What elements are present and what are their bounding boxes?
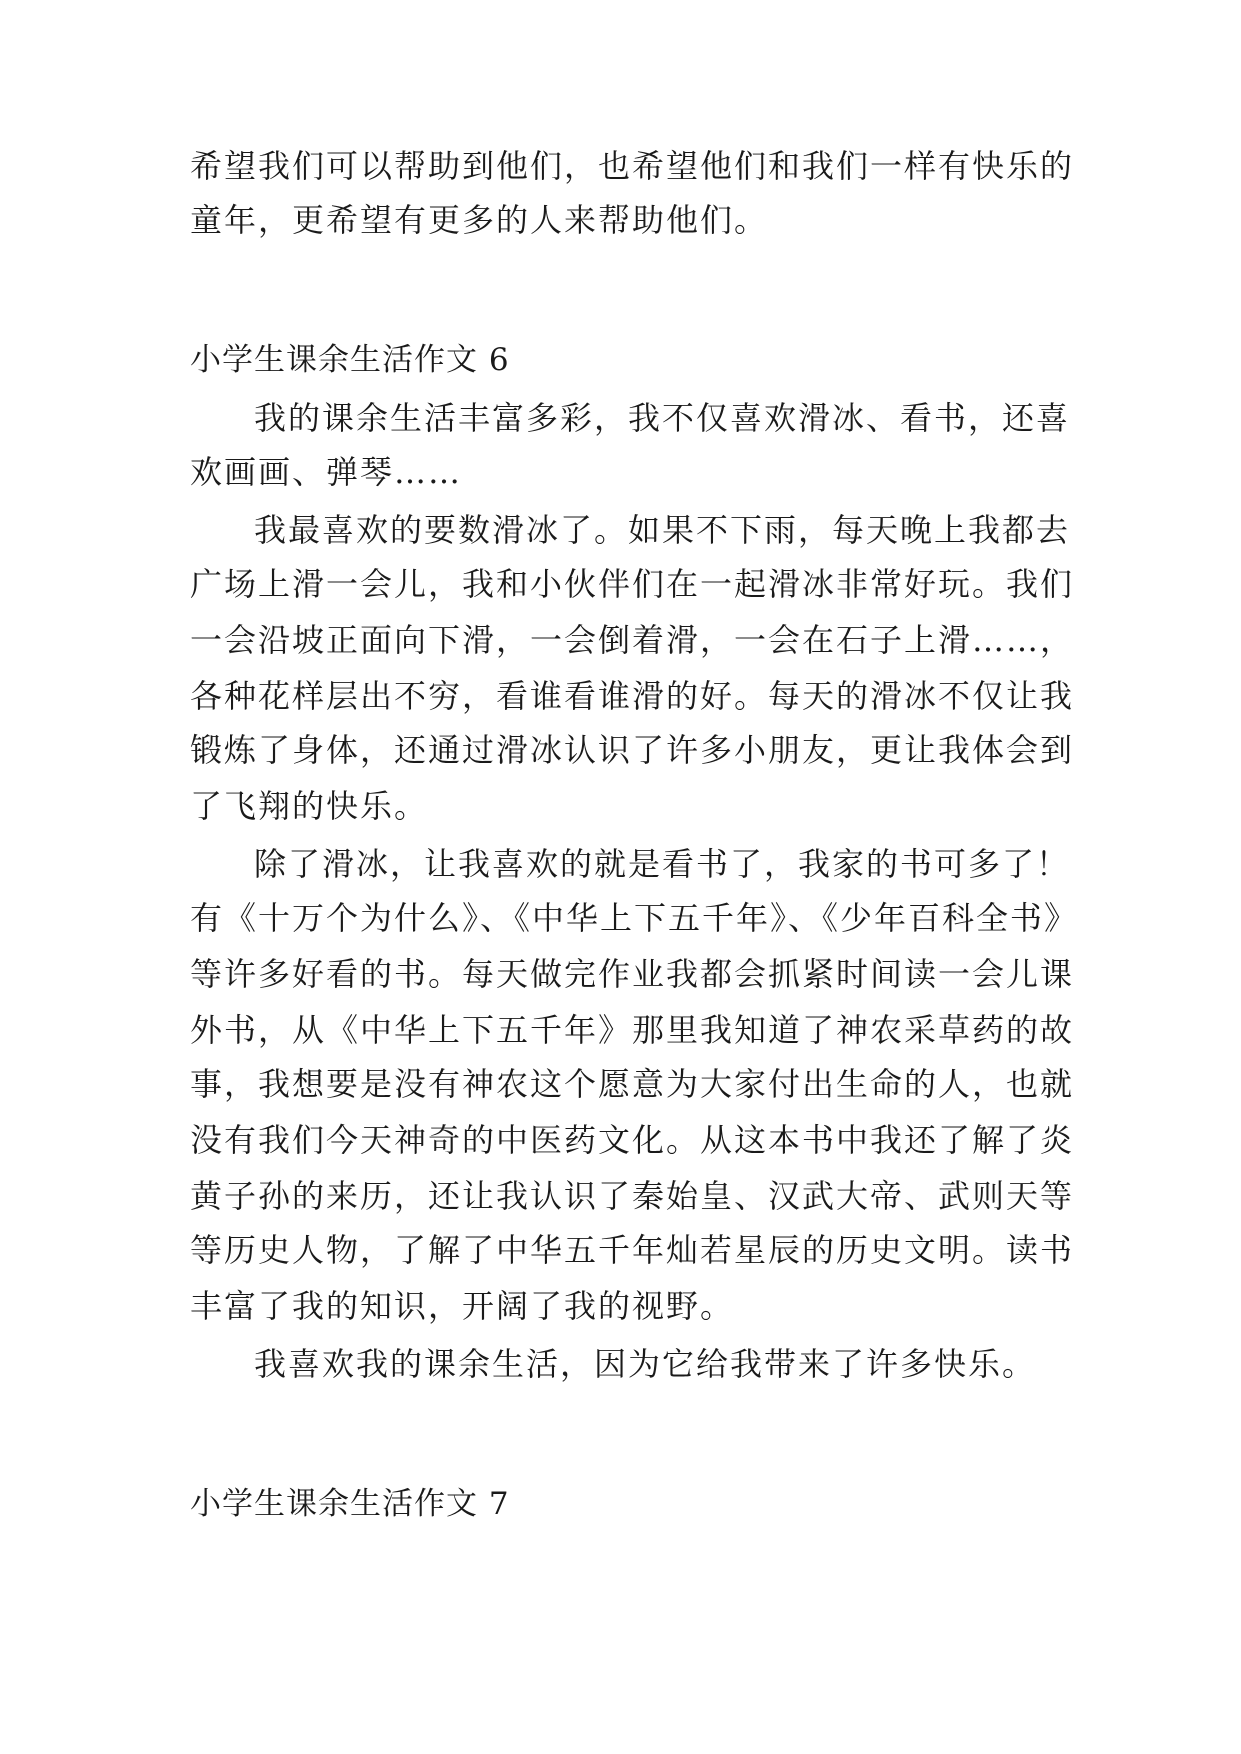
paragraph-start: 我喜欢我的课余生活，因为它给我带来了许多快乐。: [254, 1345, 1037, 1383]
text-line: 欢画画、弹琴……: [190, 453, 463, 491]
paragraph-start: 我的课余生活丰富多彩，我不仅喜欢滑冰、看书，还喜: [254, 399, 1071, 437]
section-heading-7: 小学生课余生活作文 7: [190, 1486, 510, 1522]
text-line: 广场上滑一会儿，我和小伙伴们在一起滑冰非常好玩。我们: [190, 565, 1075, 603]
text-line: 各种花样层出不穷，看谁看谁滑的好。每天的滑冰不仅让我: [190, 677, 1075, 715]
text-line: 希望我们可以帮助到他们，也希望他们和我们一样有快乐的: [190, 147, 1075, 185]
text-line: 丰富了我的知识，开阔了我的视野。: [190, 1287, 735, 1325]
text-line: 外书，从《中华上下五千年》那里我知道了神农采草药的故: [190, 1011, 1075, 1049]
text-line: 黄子孙的来历，还让我认识了秦始皇、汉武大帝、武则天等: [190, 1177, 1075, 1215]
text-line: 等许多好看的书。每天做完作业我都会抓紧时间读一会儿课: [190, 955, 1075, 993]
text-line: 童年，更希望有更多的人来帮助他们。: [190, 201, 769, 239]
text-line: 事，我想要是没有神农这个愿意为大家付出生命的人，也就: [190, 1065, 1075, 1103]
text-line: 锻炼了身体，还通过滑冰认识了许多小朋友，更让我体会到: [190, 731, 1075, 769]
text-line: 有《十万个为什么》、《中华上下五千年》、《少年百科全书》: [190, 899, 1079, 937]
paragraph-start: 我最喜欢的要数滑冰了。如果不下雨，每天晚上我都去: [254, 511, 1071, 549]
text-line: 了飞翔的快乐。: [190, 787, 429, 825]
text-line: 没有我们今天神奇的中医药文化。从这本书中我还了解了炎: [190, 1121, 1075, 1159]
section-heading-6: 小学生课余生活作文 6: [190, 342, 510, 378]
text-line: 等历史人物，了解了中华五千年灿若星辰的历史文明。读书: [190, 1231, 1075, 1269]
paragraph-start: 除了滑冰，让我喜欢的就是看书了，我家的书可多了！: [254, 845, 1071, 883]
text-line: 一会沿坡正面向下滑，一会倒着滑，一会在石子上滑……，: [190, 621, 1075, 659]
